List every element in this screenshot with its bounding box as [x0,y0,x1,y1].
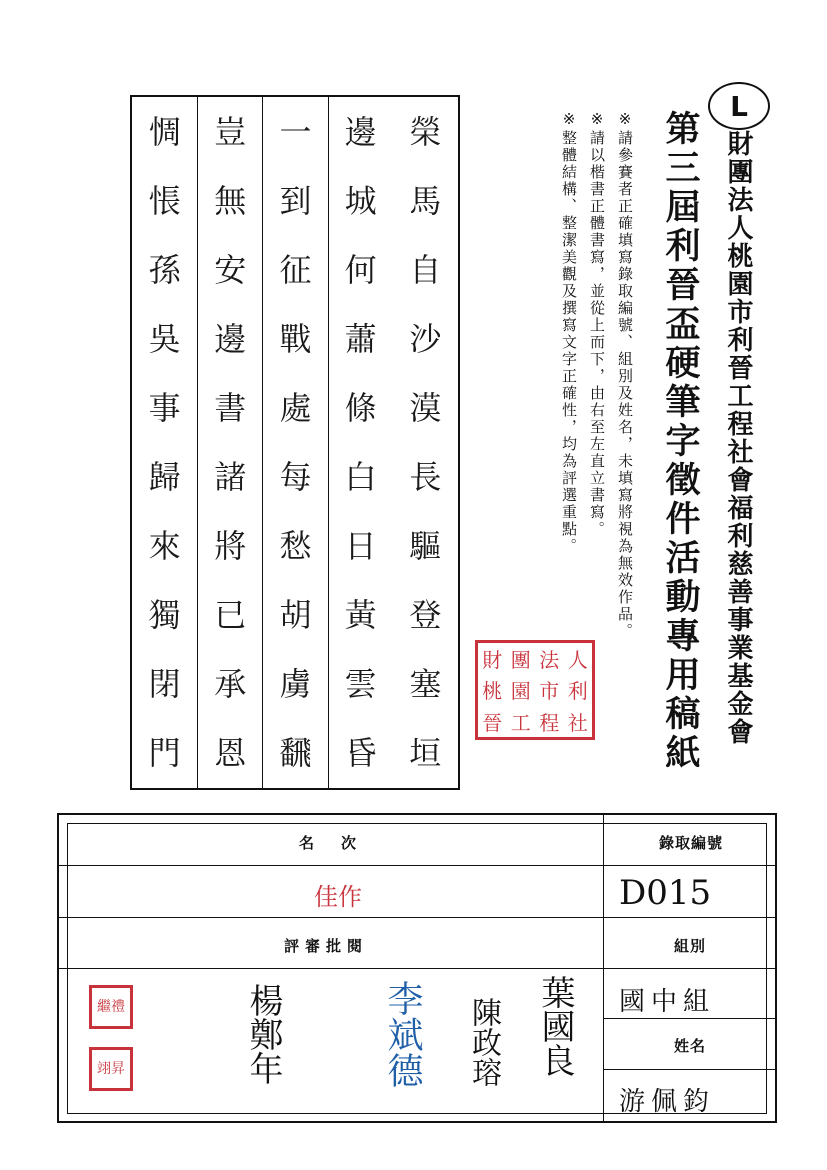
seal-character: 程 [539,710,560,735]
seal-character: 工 [510,710,531,735]
grid-character: 雲 [344,665,377,704]
grid-character: 城 [344,181,377,220]
grid-character: 每 [279,458,312,497]
seal-character: 晉 [482,710,503,735]
grid-character: 孫 [148,250,181,289]
review-label: 評審批閱 [284,937,369,955]
grid-character: 垣 [409,734,442,773]
grid-character: 虜 [279,665,312,704]
grid-character: 何 [344,250,377,289]
grid-column [132,97,197,788]
seal-character: 利 [567,679,588,704]
seal-character: 桃 [482,679,503,704]
grid-character: 歸 [148,458,181,497]
seal-character: 社 [567,710,588,735]
seal-character: 財 [482,648,503,673]
grid-character: 昏 [344,734,377,773]
grid-character: 門 [148,734,181,773]
grid-character: 榮 [409,112,442,151]
grid-character: 到 [279,181,312,220]
event-title: 第三屆利晉盃硬筆字徵件活動專用稿紙 [660,110,700,773]
grid-character: 征 [279,250,312,289]
grid-character: 漠 [409,388,442,427]
grid-character: 將 [214,527,247,566]
grid-character: 邊 [344,112,377,151]
grid-character: 吳 [148,319,181,358]
grid-character: 日 [344,527,377,566]
grid-character: 長 [409,458,442,497]
foundation-name: 財團法人桃園市利晉工程社會福利慈善事業基金會 [723,130,753,746]
judge-signature-3: 陳政瑢 [466,997,501,1087]
grid-column [262,97,327,788]
grid-character: 條 [344,388,377,427]
group-label: 組別 [674,937,707,955]
name-value: 游佩鈞 [619,1087,716,1117]
rank-label: 名 次 [299,834,363,852]
judge-signature-4: 葉國良 [535,975,575,1077]
judge-stamp-1: 繼禮 [89,985,133,1029]
grid-character: 安 [214,250,247,289]
grid-character: 黃 [344,596,377,635]
grid-character: 驅 [409,527,442,566]
entry-form [57,813,777,1123]
grid-character: 自 [409,250,442,289]
grid-character: 白 [344,458,377,497]
note-fill-in: ※請參賽者正確填寫錄取編號、組別及姓名，未填寫將視為無效作品。 [616,110,634,640]
grid-character: 戰 [279,319,312,358]
seal-character: 市 [539,679,560,704]
grid-column [197,97,262,788]
grid-character: 蕭 [344,319,377,358]
grid-column [328,97,393,788]
grid-character: 悵 [148,181,181,220]
foundation-logo [708,82,770,130]
grid-character: 塞 [409,665,442,704]
grid-character: 來 [148,527,181,566]
grid-character: 處 [279,388,312,427]
id-label: 錄取編號 [659,834,724,852]
foundation-seal [475,640,595,740]
note-writing-direction: ※請以楷書正體書寫，並從上而下，由右至左直立書寫。 [588,110,606,538]
grid-character: 沙 [409,319,442,358]
grid-character: 已 [214,596,247,635]
judge-signature-2: 李斌德 [382,980,423,1088]
grid-character: 事 [148,388,181,427]
seal-character: 法 [539,648,560,673]
seal-character: 團 [510,648,531,673]
note-judging-criteria: ※整體結構、整潔美觀及撰寫文字正確性，均為評選重點。 [560,110,578,555]
grid-character: 馬 [409,181,442,220]
grid-column [393,97,458,788]
judge-signature-1: 楊鄭年 [243,983,283,1085]
grid-character: 飜 [279,734,312,773]
grid-character: 閉 [148,665,181,704]
grid-character: 無 [214,181,247,220]
id-value: D015 [619,873,712,913]
seal-character: 人 [567,648,588,673]
grid-character: 恩 [214,734,247,773]
grid-character: 諸 [214,458,247,497]
grid-character: 承 [214,665,247,704]
writing-grid [130,95,460,790]
grid-character: 書 [214,388,247,427]
grid-character: 豈 [214,112,247,151]
group-value: 國中組 [619,987,716,1017]
grid-character: 登 [409,596,442,635]
name-label: 姓名 [674,1037,707,1055]
rank-value: 佳作 [314,883,362,911]
logo-letter: L [730,89,748,123]
judge-stamp-2: 翊昇 [89,1047,133,1091]
grid-character: 一 [279,112,312,151]
grid-character: 惆 [148,112,181,151]
grid-character: 愁 [279,527,312,566]
grid-character: 胡 [279,596,312,635]
seal-character: 園 [510,679,531,704]
grid-character: 邊 [214,319,247,358]
grid-character: 獨 [148,596,181,635]
